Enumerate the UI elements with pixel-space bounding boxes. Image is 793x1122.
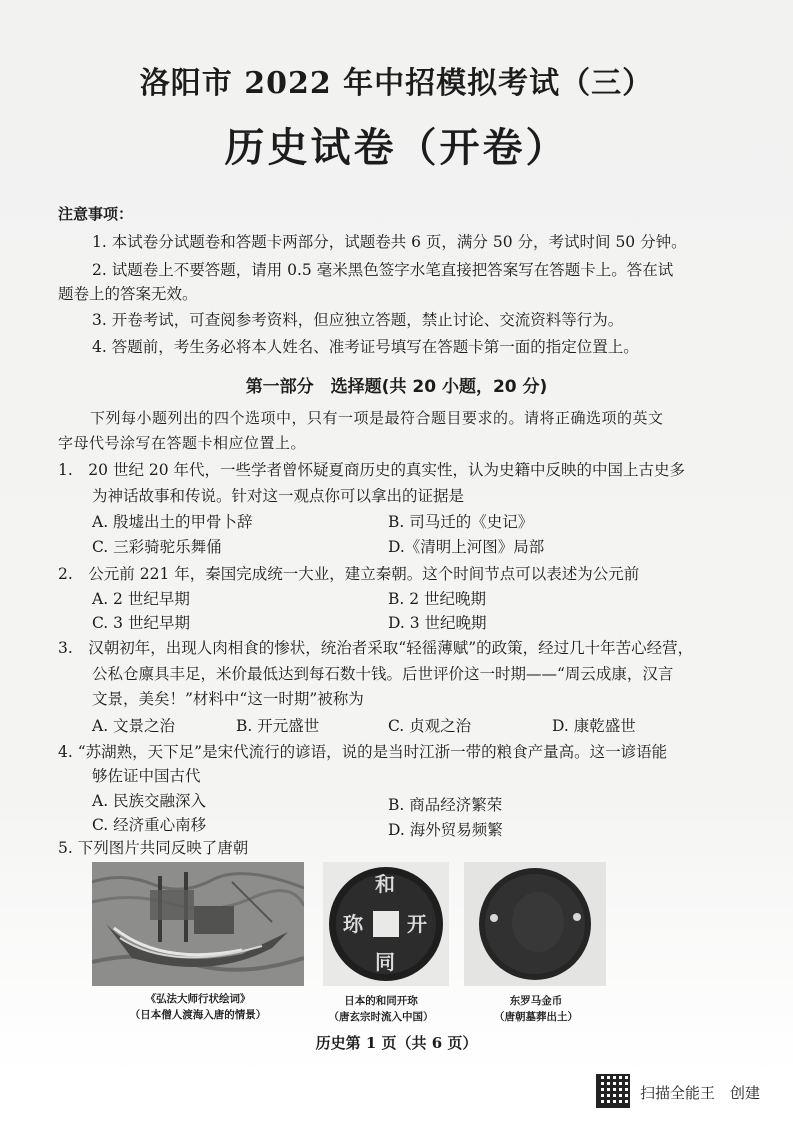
q5-figures bbox=[92, 862, 612, 992]
wadokaichin-coin-image bbox=[323, 862, 449, 986]
q3-option-c: C. 贞观之治 bbox=[388, 717, 472, 735]
notice-line-1: 1. 本试卷分试题卷和答题卡两部分，试题卷共 6 页，满分 50 分，考试时间 50 分钟。 bbox=[92, 233, 687, 251]
coin-char-bottom: 同 bbox=[375, 950, 395, 974]
q2-option-a: A. 2 世纪早期 bbox=[92, 590, 190, 608]
q3-stem-3: 文景，美矣！”材料中“这一时期”被称为 bbox=[92, 690, 364, 708]
q3-option-d: D. 康乾盛世 bbox=[552, 717, 636, 735]
q4-option-d: D. 海外贸易频繁 bbox=[388, 821, 503, 839]
exam-subtitle: 历史试卷（开卷） bbox=[224, 125, 569, 171]
page-number-footer: 历史第 1 页（共 6 页） bbox=[315, 1034, 478, 1052]
exam-title: 洛阳市 2022 年中招模拟考试（三） bbox=[139, 66, 654, 101]
notice-line-2-cont: 题卷上的答案无效。 bbox=[58, 285, 198, 303]
scanner-label: 扫描全能王 创建 bbox=[640, 1084, 761, 1102]
q3-option-a: A. 文景之治 bbox=[92, 717, 176, 735]
byzantine-gold-coin-image bbox=[464, 862, 606, 986]
fig3-caption-note: （唐朝墓葬出土） bbox=[494, 1011, 578, 1023]
section-instruction-2: 字母代号涂写在答题卡相应位置上。 bbox=[58, 434, 307, 452]
notice-heading: 注意事项： bbox=[58, 205, 134, 223]
q4-stem-1: 4. “苏湖熟，天下足”是宋代流行的谚语，说的是当时江浙一带的粮食产量高。这一谚语能 bbox=[58, 743, 668, 761]
scanner-watermark bbox=[596, 1074, 786, 1108]
q4-option-b: B. 商品经济繁荣 bbox=[388, 796, 503, 814]
q1-option-b: B. 司马迁的《史记》 bbox=[388, 513, 534, 531]
q3-option-b: B. 开元盛世 bbox=[236, 717, 320, 735]
q2-option-d: D. 3 世纪晚期 bbox=[388, 614, 487, 632]
q4-stem-2: 够佐证中国古代 bbox=[92, 767, 201, 785]
ship-painting-image bbox=[92, 862, 304, 986]
notice-line-2: 2. 试题卷上不要答题，请用 0.5 毫米黑色签字水笔直接把答案写在答题卡上。答在试 bbox=[92, 261, 674, 279]
fig3-caption-title: 东罗马金币 bbox=[509, 995, 563, 1007]
coin-char-right: 开 bbox=[407, 912, 427, 936]
notice-line-4: 4. 答题前，考生务必将本人姓名、准考证号填写在答题卡第一面的指定位置上。 bbox=[92, 338, 639, 356]
q4-option-c: C. 经济重心南移 bbox=[92, 816, 207, 834]
section-heading: 第一部分 选择题(共 20 小题，20 分) bbox=[245, 377, 548, 397]
q2-option-c: C. 3 世纪早期 bbox=[92, 614, 190, 632]
qr-code-icon bbox=[596, 1074, 630, 1108]
q1-stem-1: 1. 20 世纪 20 年代，一些学者曾怀疑夏商历史的真实性，认为史籍中反映的中国上古史多 bbox=[58, 461, 686, 479]
fig1-caption-note: （日本僧人渡海入唐的情景） bbox=[129, 1009, 267, 1021]
coin-char-top: 和 bbox=[375, 872, 395, 896]
q1-stem-2: 为神话故事和传说。针对这一观点你可以拿出的证据是 bbox=[92, 487, 465, 505]
q5-stem-1: 5. 下列图片共同反映了唐朝 bbox=[58, 839, 249, 857]
notice-line-3: 3. 开卷考试，可查阅参考资料，但应独立答题，禁止讨论、交流资料等行为。 bbox=[92, 311, 624, 329]
q2-option-b: B. 2 世纪晚期 bbox=[388, 590, 487, 608]
coin-char-left: 珎 bbox=[343, 912, 363, 936]
q1-option-c: C. 三彩骑驼乐舞俑 bbox=[92, 538, 222, 556]
q2-stem-1: 2. 公元前 221 年，秦国完成统一大业，建立秦朝。这个时间节点可以表述为公元前 bbox=[58, 565, 640, 583]
fig1-caption-title: 《弘法大师行状绘词》 bbox=[145, 993, 251, 1005]
q1-option-a: A. 殷墟出土的甲骨卜辞 bbox=[92, 513, 253, 531]
q4-option-a: A. 民族交融深入 bbox=[92, 792, 207, 810]
ship-painting-svg bbox=[92, 862, 304, 986]
section-instruction-1: 下列每小题列出的四个选项中，只有一项是最符合题目要求的。请将正确选项的英文 bbox=[90, 409, 664, 427]
byzantine-coin-svg bbox=[464, 862, 606, 986]
fig2-caption-title: 日本的和同开珎 bbox=[344, 995, 418, 1007]
q1-option-d: D.《清明上河图》局部 bbox=[388, 538, 545, 556]
q3-stem-2: 公私仓廪具丰足，米价最低达到每石数十钱。后世评价这一时期——“周云成康，汉言 bbox=[92, 665, 674, 683]
q3-stem-1: 3. 汉朝初年，出现人肉相食的惨状，统治者采取“轻徭薄赋”的政策，经过几十年苦心经营， bbox=[58, 639, 694, 657]
fig2-caption-note: （唐玄宗时流入中国） bbox=[328, 1011, 434, 1023]
